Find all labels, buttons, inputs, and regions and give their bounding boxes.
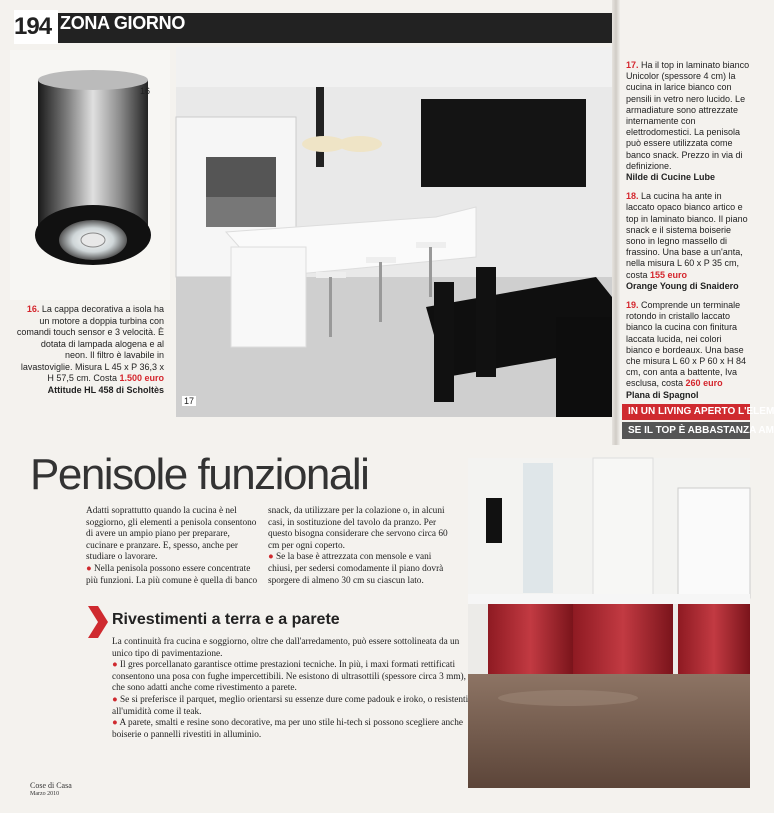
kitchen-photo-17 (176, 47, 620, 417)
photo-number-16: 16 (140, 86, 151, 96)
bullet-icon: ● (86, 563, 94, 574)
page-fold (612, 0, 620, 445)
caption-19-number: 19. (626, 300, 639, 311)
caption-18-number: 18. (626, 191, 639, 202)
caption-17 (626, 60, 750, 183)
section-title: ZONA GIORNO (60, 13, 186, 33)
bullet-icon: ● (268, 552, 276, 563)
gray-banner: SE IL TOP È ABBASTANZA AM (622, 422, 750, 439)
caption-17-product: Nilde di Cucine Lube (626, 172, 716, 183)
paragraph-text: A parete, smalti e resine sono decorative, ma per uno stile hi-tech si possono scegliere anche boiserie o pannelli rivestiti in alluminio. (112, 718, 464, 740)
caption-17-text: Ha il top in laminato bianco Unicolor (spessore 4 cm) la cucina in larice bianco con pensili in vetro nero lucido. Le armadiature sono attrezzate internamente con elettrodomestici. La penisola può essere utilizzata come banco snack. Prezzo in via di definizione. (626, 60, 750, 171)
caption-16-product: Attitude HL 458 di Scholtès (47, 384, 164, 395)
caption-19 (626, 300, 750, 401)
article-column-2 (268, 506, 458, 587)
caption-16-text: La cappa decorativa a isola ha un motore a doppia turbina con comandi touch sensor e 3 velocità. È dotata di lampada alogena e al neon. Il filtro è lavabile in lavastoviglie. Misura L 45 x P 36,3 x H 57,5 cm. Costa (16, 304, 164, 383)
page-number: 194 (14, 10, 58, 44)
article-headline: Penisole funzionali (30, 450, 369, 499)
paragraph-bulleted (112, 695, 472, 718)
right-column-captions (626, 60, 750, 409)
caption-18 (626, 191, 750, 292)
page-footer (30, 781, 72, 799)
paragraph-text: Se si preferisce il parquet, meglio orientarsi su essenze dure come padouk e iroko, o resistenti all'umidità come il teak. (112, 694, 469, 717)
photo-number-17: 17 (184, 396, 195, 406)
caption-18-text: La cucina ha ante in laccato opaco bianco artico e top in laminato bianco. Il piano snack e il sistema boiserie sono in legno massello di frassino. Una base a un'anta, nella misura L 60 x P 35 cm, costa (626, 191, 748, 280)
caption-16-number: 16. (26, 304, 40, 314)
chevron-right-icon (86, 606, 108, 643)
paragraph: Adatti soprattutto quando la cucina è nel soggiorno, gli elementi a penisola consentono di avere un ampio piano per preparare, cucinare e pranzare. E, spesso, anche per studiare o lavorare. (86, 506, 257, 563)
caption-19-product: Plana di Spagnol (626, 389, 699, 400)
article-section-2 (112, 637, 472, 741)
paragraph-bulleted (112, 660, 472, 695)
caption-16 (16, 304, 164, 396)
article-column-1 (86, 506, 258, 587)
caption-18-product: Orange Young di Snaidero (626, 280, 739, 291)
paragraph-bulleted (112, 718, 472, 741)
issue-date: Marzo 2010 (30, 791, 60, 797)
bullet-icon: ● (112, 718, 120, 729)
bullet-icon: ● (112, 694, 120, 705)
caption-19-price: 260 euro (685, 378, 723, 389)
red-kitchen-photo (468, 458, 750, 788)
paragraph-bulleted (268, 552, 458, 587)
paragraph-text: Se la base è attrezzata con mensole e vani chiusi, per sedersi comodamente il piano dovrà sporgere di almeno 30 cm su ciascun lato. (268, 552, 444, 586)
caption-17-number: 17. (626, 60, 639, 70)
paragraph: La continuità fra cucina e soggiorno, oltre che dall'arredamento, può essere sottolineata da un unico tipo di pavimentazione. (112, 637, 460, 659)
magazine-name: Cose di Casa (30, 781, 72, 790)
paragraph: snack, da utilizzare per la colazione o, in alcuni casi, in sostituzione del tavolo da pranzo. Per questo bisogna considerare che servono circa 60 cm per ogni coperto. (268, 506, 448, 551)
caption-19-text: Comprende un terminale rotondo in cristallo laccato bianco la cucina con finitura laccata lucida, nei colori bianco e bordeaux. Una base che misura L 60 x P 60 x H 84 cm, con anta a battente, Iva esclusa, costa (626, 300, 747, 389)
paragraph-text: Il gres porcellanato garantisce ottime prestazioni tecniche. In più, i maxi formati rettificati consentono una posa con fughe impercettibili. Ne esistono di ultrasottili (spessore circa 3 mm), che sono adatti anche come rivestimento a parete. (112, 660, 466, 694)
paragraph-bulleted (86, 564, 258, 587)
red-banner: IN UN LIVING APERTO L'ELEM (622, 404, 750, 420)
bullet-icon: ● (112, 660, 120, 671)
article-subheading: Rivestimenti a terra e a parete (112, 611, 340, 628)
caption-18-price: 155 euro (650, 269, 688, 280)
paragraph-text: Nella penisola possono essere concentrate più funzioni. La più comune è quella di banco (86, 563, 258, 586)
caption-16-price: 1.500 euro (119, 373, 164, 383)
